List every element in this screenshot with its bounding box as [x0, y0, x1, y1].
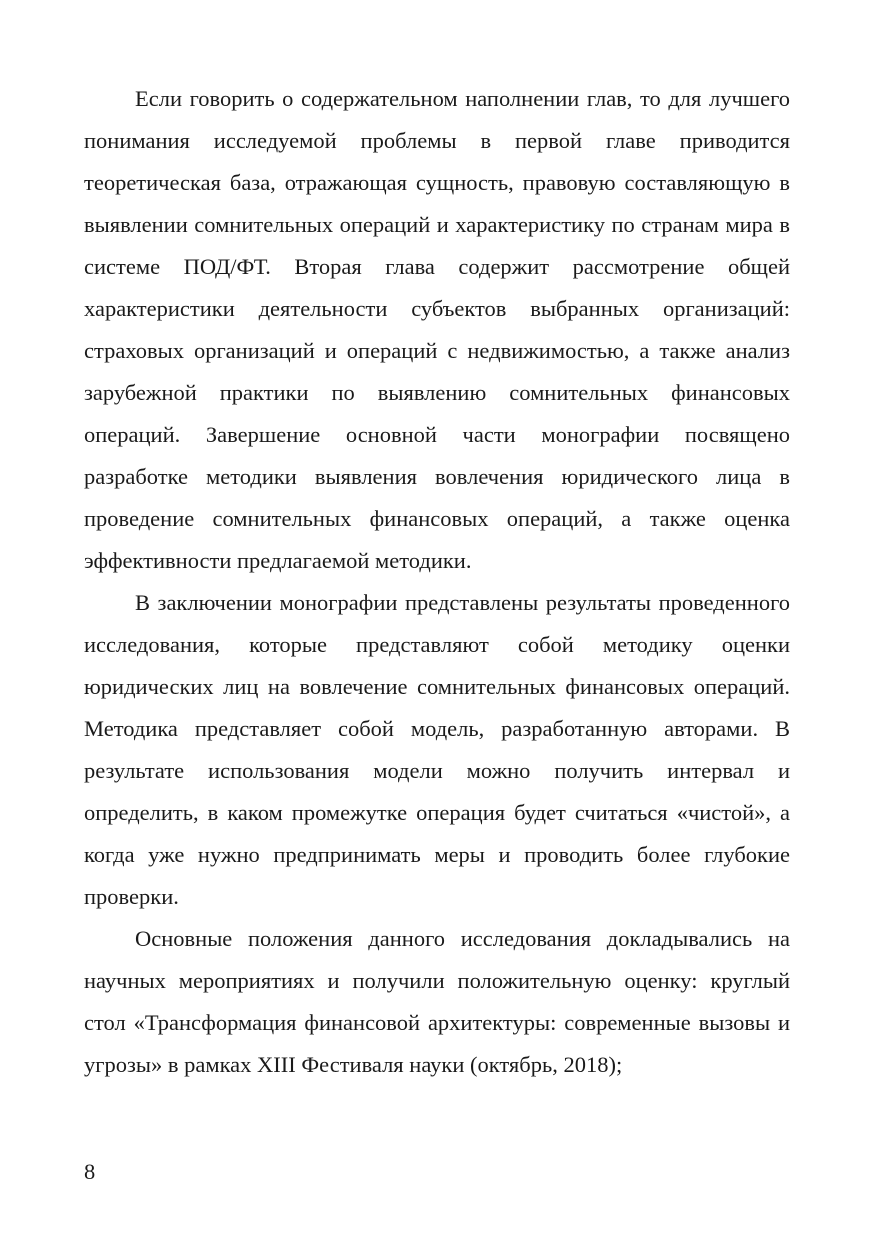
paragraph-conclusion: В заключении монографии представлены результаты проведенного исследования, которые представляют собой методику оценки юридических лиц на вовлечение сомнительных финансовых операций. Методика представляет собой модель, разработанную авторами. В результате использования модели можно получить интервал и определить, в каком промежутке операция будет считаться «чистой», а когда уже нужно предпринимать меры и проводить более глубокие проверки.: [84, 590, 790, 909]
body-text: [84, 78, 790, 1086]
paragraph-approbation: Основные положения данного исследования докладывались на научных мероприятиях и получили положительную оценку: круглый стол «Трансформация финансовой архитектуры: современные вызовы и угрозы» в рамках XIII Фестиваля науки (октябрь, 2018);: [84, 926, 790, 1077]
paragraph-chapters-overview: Если говорить о содержательном наполнении глав, то для лучшего понимания исследуемой проблемы в первой главе приводится теоретическая база, отражающая сущность, правовую составляющую в выявлении сомнительных операций и характеристику по странам мира в системе ПОД/ФТ. Вторая глава содержит рассмотрение общей характеристики деятельности субъектов выбранных организаций: страховых организаций и операций с недвижимостью, а также анализ зарубежной практики по выявлению сомнительных финансовых операций. Завершение основной части монографии посвящено разработке методики выявления вовлечения юридического лица в проведение сомнительных финансовых операций, а также оценка эффективности предлагаемой методики.: [84, 86, 790, 573]
page-number: 8: [84, 1159, 96, 1184]
